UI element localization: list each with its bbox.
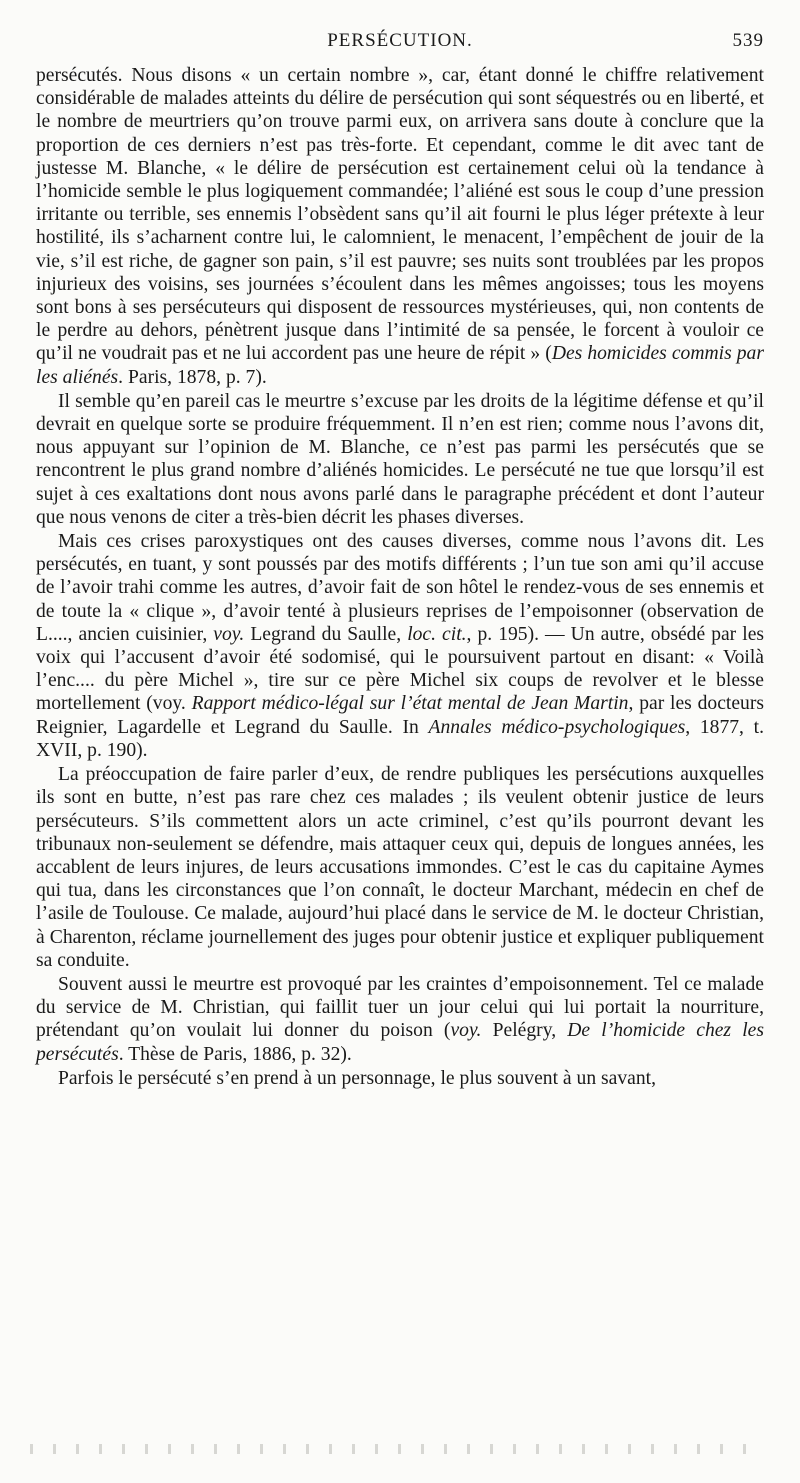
next-line-cut-off bbox=[30, 1444, 750, 1454]
italic-citation: Annales médico-psychologiques bbox=[428, 716, 686, 738]
text-run: Il semble qu’en pareil cas le meurtre s’excuse par les droits de la légitime défense et qu’il devrait en quelque sorte se produire fréquemment. Il n’en est rien; comme nous l’avons dit, nous appuyant sur l’opinion de M. Blanche, ce n’est pas parmi les persécutés que se rencontrent le plus grand nombre d’aliénés homicides. Le persécuté ne tue que lorsqu’il est sujet à ces exaltations dont nous avons parlé dans le paragraphe précédent et dont l’auteur que nous venons de citer a très-bien décrit les phases diverses. bbox=[36, 390, 764, 528]
paragraph-4 bbox=[36, 763, 764, 972]
text-run: Legrand du Saulle, bbox=[244, 623, 408, 645]
italic-citation: voy. bbox=[450, 1020, 482, 1042]
italic-citation: loc. cit. bbox=[407, 623, 467, 645]
text-run: Pelégry, bbox=[481, 1020, 568, 1042]
italic-citation: voy. bbox=[213, 623, 245, 645]
paragraph-1 bbox=[36, 64, 764, 389]
paragraph-3 bbox=[36, 530, 764, 762]
italic-citation: De l’homicide chez les persécutés bbox=[36, 1020, 764, 1065]
text-run: Mais ces crises paroxystiques ont des causes diverses, comme nous l’avons dit. Les persécutés, en tuant, y sont poussés par des motifs différents ; l’un tue son ami qu’il accuse de l’avoir trahi comme les autres, d’avoir fait de son hôtel le rendez-vous de ses ennemis et de toute la « clique », d’avoir tenté à plusieurs reprises de l’empoisonner (observation de L...., ancien cuisinier, bbox=[36, 531, 764, 645]
text-run: Parfois le persécuté s’en prend à un personnage, le plus souvent à un savant, bbox=[58, 1067, 656, 1089]
italic-citation: Des homicides commis par les aliénés bbox=[36, 343, 764, 388]
book-page bbox=[36, 30, 764, 1090]
running-header bbox=[36, 30, 764, 64]
text-run: Souvent aussi le meurtre est provoqué par les craintes d’empoisonnement. Tel ce malade du service de M. Christian, qui faillit tuer un jour celui qui lui portait la nourriture, prétendant qu’on voulait lui donner du poison ( bbox=[36, 973, 764, 1042]
paragraph-2 bbox=[36, 390, 764, 529]
paragraph-6 bbox=[36, 1067, 764, 1090]
text-body bbox=[36, 64, 764, 1090]
text-run: . Paris, 1878, p. 7). bbox=[118, 366, 267, 388]
text-run: La préoccupation de faire parler d’eux, de rendre publiques les persécutions auxquelles ils sont en butte, n’est pas rare chez ces malades ; ils veulent obtenir justice de leurs persécuteurs. S’ils commettent alors un acte criminel, c’est qu’ils pourront devant les tribunaux non-seulement se défendre, mais attaquer ceux qui, depuis de longues années, les accablent de leurs injures, de leurs accusations immondes. C’est le cas du capitaine Aymes qui tua, dans les circonstances que l’on connaît, le docteur Marchant, médecin en chef de l’asile de Toulouse. Ce malade, aujourd’hui placé dans le service de M. le docteur Christian, à Charenton, réclame journellement des juges pour obtenir justice et expliquer publiquement sa conduite. bbox=[36, 764, 764, 971]
page-number: 539 bbox=[732, 30, 764, 51]
text-run: , par les docteurs Reignier, Lagardelle et Legrand du Saulle. In bbox=[36, 693, 764, 738]
text-run: . Thèse de Paris, 1886, p. 32). bbox=[118, 1043, 352, 1065]
italic-citation: Rapport médico-légal sur l’état mental de Jean Martin bbox=[191, 693, 629, 715]
text-run: , 1877, t. XVII, p. 190). bbox=[36, 716, 765, 761]
text-run: , p. 195). — Un autre, obsédé par les voix qui l’accusent d’avoir été sodomisé, qui le poursuivent partout en disant: « Voilà l’enc.... du père Michel », tire sur ce père Michel six coups de revolver et le blesse mortellement (voy. bbox=[36, 623, 765, 715]
text-run: persécutés. Nous disons « un certain nombre », car, étant donné le chiffre relativement considérable de malades atteints du délire de persécution qui sont séquestrés ou en liberté, et le nombre de meurtriers qu’on trouve parmi eux, on arrivera sans doute à conclure que la proportion de ces derniers n’est pas très-forte. Et cependant, comme le dit avec tant de justesse M. Blanche, « le délire de persécution est certainement celui où la tendance à l’homicide semble le plus logiquement commandée; l’aliéné est sous le coup d’une pression irritante ou terrible, ses ennemis l’obsèdent sans qu’il ait fourni le plus léger prétexte à leur hostilité, ils s’acharnent contre lui, le calomnient, le menacent, l’empêchent de jouir de la vie, s’il est riche, de gagner son pain, s’il est pauvre; ses nuits sont troublées par les propos injurieux des voisins, ses journées s’écoulent dans les mêmes angoisses; tous les moyens sont bons à ses persécuteurs qui disposent de ressources mystérieuses, qui, non contents de le perdre au dehors, pénètrent jusque dans l’intimité de sa pensée, le forcent à vouloir ce qu’il ne voudrait pas et ne lui accordent pas une heure de répit » ( bbox=[36, 65, 764, 365]
paragraph-5 bbox=[36, 973, 764, 1066]
running-title: PERSÉCUTION. bbox=[327, 30, 473, 51]
